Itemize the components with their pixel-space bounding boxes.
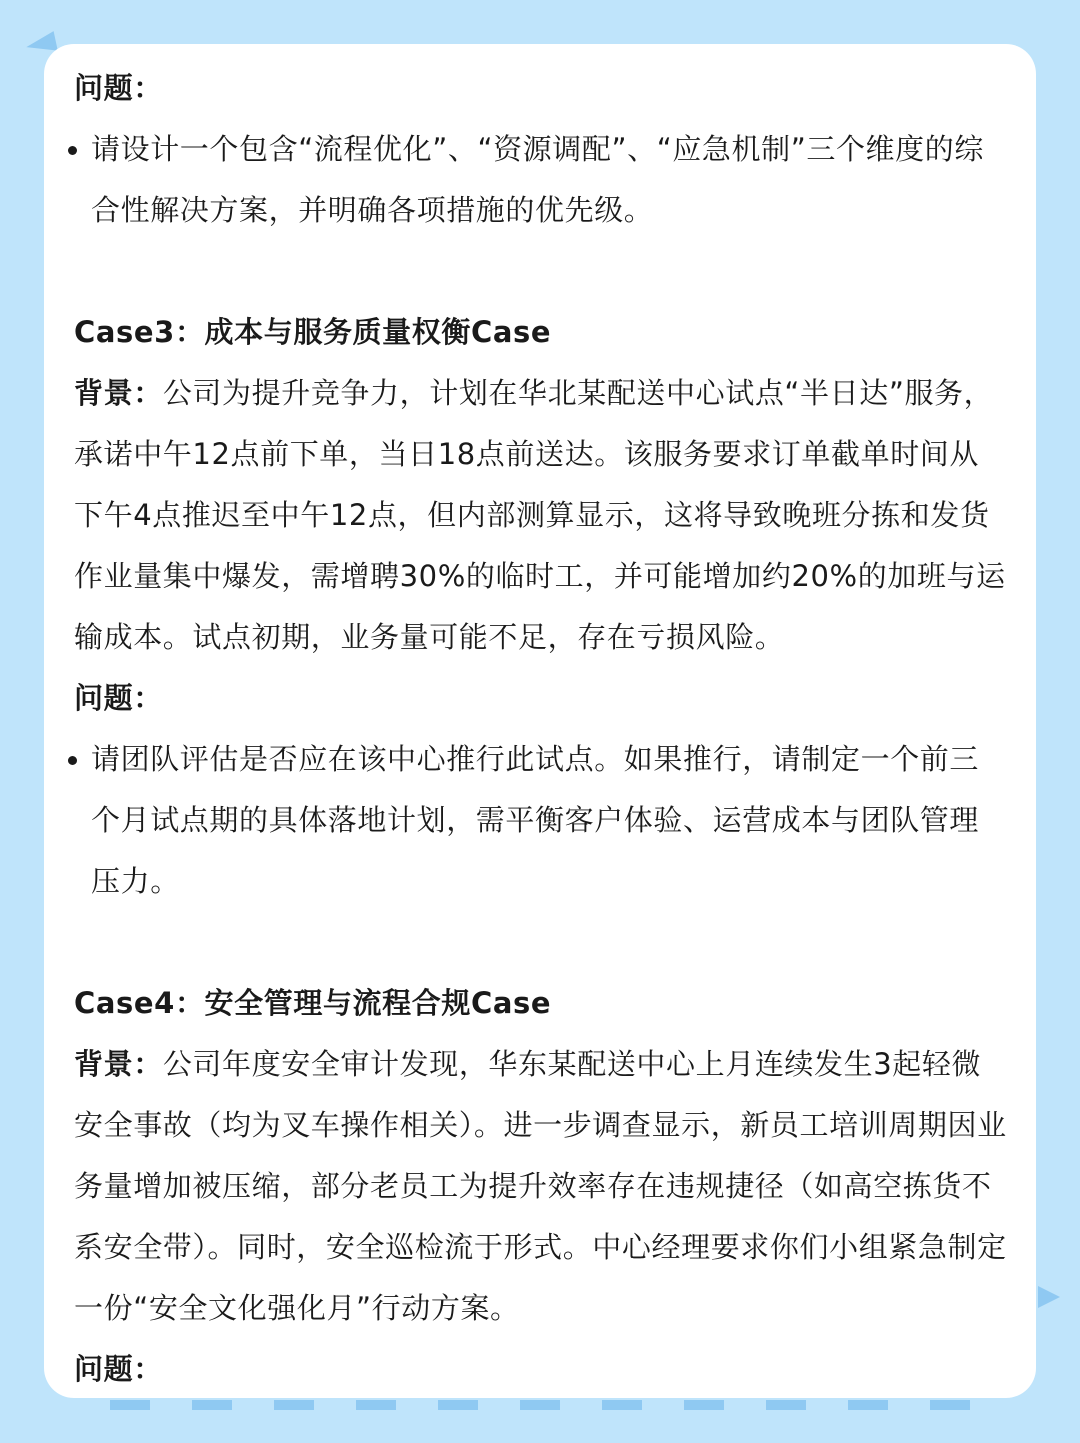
case3-title: Case3：成本与服务质量权衡Case	[74, 315, 552, 349]
section-spacer	[74, 241, 1008, 302]
case4-background	[74, 1034, 1008, 1339]
case3-background	[74, 363, 1008, 668]
case3-background-text: 公司为提升竞争力，计划在华北某配送中心试点“半日达”服务，承诺中午12点前下单，当日18点前送达。该服务要求订单截单时间从下午4点推迟至中午12点，但内部测算显示，这将导致晚班分拣和发货作业量集中爆发，需增聘30%的临时工，并可能增加约20%的加班与运输成本。试点初期，业务量可能不足，存在亏损风险。	[74, 376, 1006, 654]
case2-question-label: 问题：	[74, 71, 163, 105]
content-card	[44, 44, 1036, 1398]
decorative-dash-bar	[110, 1400, 980, 1410]
case4-title: Case4：安全管理与流程合规Case	[74, 986, 552, 1020]
case3-question-text: 请团队评估是否应在该中心推行此试点。如果推行，请制定一个前三个月试点期的具体落地计划，需平衡客户体验、运营成本与团队管理压力。	[91, 742, 980, 898]
article-body	[74, 58, 1008, 1398]
case2-question-text: 请设计一个包含“流程优化”、“资源调配”、“应急机制”三个维度的综合性解决方案，并明确各项措施的优先级。	[91, 132, 984, 227]
case3-background-label: 背景：	[74, 376, 163, 410]
decorative-triangle-right	[1038, 1286, 1060, 1308]
case3-question-item	[74, 729, 1008, 912]
bullet-dot-icon	[68, 146, 77, 155]
case4-question-label: 问题：	[74, 1352, 163, 1386]
case4-background-text: 公司年度安全审计发现，华东某配送中心上月连续发生3起轻微安全事故（均为叉车操作相关）。进一步调查显示，新员工培训周期因业务量增加被压缩，部分老员工为提升效率存在违规捷径（如高空拣货不系安全带）。同时，安全巡检流于形式。中心经理要求你们小组紧急制定一份“安全文化强化月”行动方案。	[74, 1047, 1007, 1325]
case3-question-label: 问题：	[74, 681, 163, 715]
section-spacer	[74, 912, 1008, 973]
bullet-dot-icon	[68, 756, 77, 765]
case2-question-item	[74, 119, 1008, 241]
case4-background-label: 背景：	[74, 1047, 163, 1081]
